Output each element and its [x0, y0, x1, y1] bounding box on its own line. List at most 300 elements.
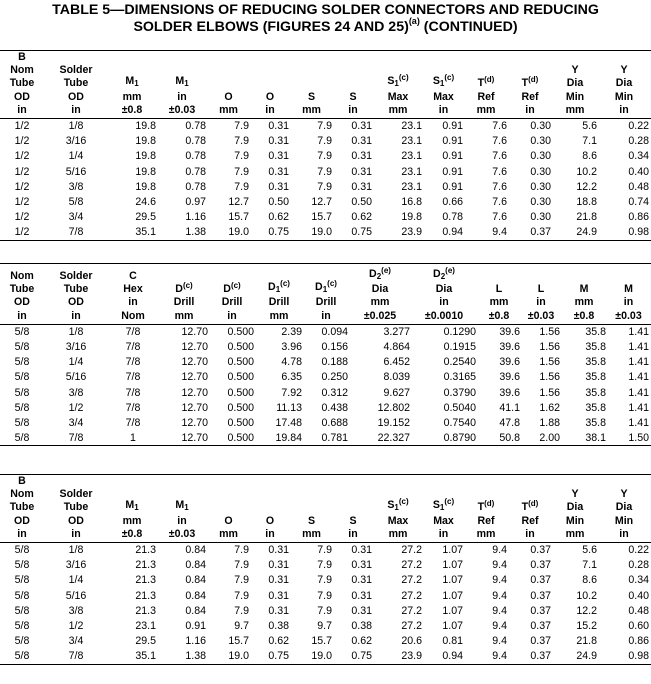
column-header-line: B — [18, 51, 26, 63]
table-cell: 3/8 — [68, 604, 84, 617]
table-cell: 15.7 — [228, 211, 249, 224]
column-header — [509, 51, 553, 119]
table-cell: 0.91 — [442, 150, 463, 163]
title-line-2 — [0, 16, 651, 36]
table-cell: 0.22 — [628, 120, 649, 133]
table-cell: 35.8 — [585, 371, 606, 384]
column-header-line: mm — [122, 90, 142, 103]
table-cell: 1.38 — [185, 226, 206, 239]
table-cell: 7.9 — [234, 120, 249, 133]
column-header-line: Tube — [9, 283, 35, 296]
table-row — [0, 558, 651, 573]
header-symbol: T — [477, 501, 485, 514]
table-cell: 12.70 — [181, 326, 208, 339]
table-row — [0, 324, 651, 339]
table-cell: 0.66 — [442, 196, 463, 209]
column-header — [108, 264, 160, 325]
table-cell: 3.277 — [383, 326, 410, 339]
table-cell: 0.50 — [268, 196, 289, 209]
table-cell: 0.75 — [268, 226, 289, 239]
table-cell: 1.56 — [539, 371, 560, 384]
header-symbol: S — [387, 499, 395, 512]
column-header — [374, 475, 424, 543]
table-cell: 0.84 — [185, 559, 206, 572]
header-symbol: D — [223, 283, 231, 296]
table-cell: 0.31 — [351, 120, 372, 133]
table-cell: 0.78 — [185, 135, 206, 148]
table-2-header-row — [0, 264, 651, 325]
table-cell: 15.7 — [311, 211, 332, 224]
table-cell: 0.31 — [268, 604, 289, 617]
table-cell: 39.6 — [499, 356, 520, 369]
table-cell: 1.56 — [539, 356, 560, 369]
table-cell: 7/8 — [125, 401, 141, 414]
column-header-line: in — [71, 309, 81, 322]
table-cell: 0.31 — [268, 165, 289, 178]
table-cell: 7.9 — [234, 180, 249, 193]
table-cell: 1.50 — [628, 431, 649, 444]
table-cell: 12.7 — [228, 196, 249, 209]
column-header — [158, 475, 208, 543]
table-cell: 9.4 — [492, 559, 507, 572]
column-header-line: mm — [489, 296, 509, 309]
table-cell: 0.28 — [628, 135, 649, 148]
header-subscript: 1 — [134, 503, 139, 513]
table-row — [0, 179, 651, 194]
column-header-line: S — [349, 514, 357, 527]
table-cell: 1.41 — [628, 356, 649, 369]
table-cell: 0.91 — [442, 135, 463, 148]
table-cell: 19.0 — [228, 226, 249, 239]
table-cell: 7/8 — [125, 341, 141, 354]
column-header-line: mm — [122, 514, 142, 527]
table-cell: 0.37 — [530, 604, 551, 617]
table-cell: 7/8 — [125, 356, 141, 369]
dimensions-table-2 — [0, 263, 651, 446]
column-header-line: Max — [433, 90, 454, 103]
header-footnote-marker: (e) — [381, 266, 391, 275]
header-symbol: S — [387, 75, 395, 88]
table-cell: 0.81 — [442, 635, 463, 648]
table-cell: 0.500 — [227, 371, 254, 384]
table-1-body — [0, 119, 651, 241]
column-header — [599, 51, 651, 119]
column-header-line: S — [307, 514, 316, 527]
header-footnote-marker: (c) — [444, 497, 455, 507]
column-header — [424, 475, 465, 543]
table-cell: 1/2 — [14, 150, 30, 163]
header-subscript: 2 — [376, 272, 382, 281]
table-cell: 0.62 — [351, 635, 372, 648]
table-cell: 0.78 — [185, 150, 206, 163]
table-cell: 0.91 — [442, 180, 463, 193]
table-cell: 0.62 — [351, 211, 372, 224]
header-symbol: D — [433, 268, 441, 280]
column-header-line: Min — [565, 90, 585, 103]
column-header — [522, 264, 562, 325]
column-header-line: mm — [574, 296, 594, 309]
column-header-line: Drill — [315, 296, 337, 309]
title-line-2-text: SOLDER ELBOWS (FIGURES 24 AND 25) — [133, 19, 409, 35]
table-cell: 5/8 — [14, 356, 30, 369]
table-cell: 0.500 — [227, 386, 254, 399]
column-header-line: Ref — [521, 514, 539, 527]
table-cell: 23.1 — [401, 150, 422, 163]
table-cell: 0.34 — [628, 150, 649, 163]
table-cell: 21.8 — [576, 635, 597, 648]
table-cell: 0.188 — [321, 356, 348, 369]
header-symbol: M — [175, 75, 185, 88]
column-header-line: OD — [14, 514, 30, 527]
table-cell: 2.00 — [539, 431, 560, 444]
table-cell: 0.37 — [530, 559, 551, 572]
table-cell: 1/2 — [14, 211, 30, 224]
header-subscript: 2 — [440, 272, 446, 281]
table-cell: 0.38 — [268, 620, 289, 633]
table-cell: 0.75 — [268, 650, 289, 663]
table-cell: 24.9 — [576, 650, 597, 663]
table-cell: 12.70 — [181, 401, 208, 414]
table-cell: 5/8 — [14, 620, 30, 633]
table-1-header — [0, 51, 651, 119]
table-cell: 7.9 — [317, 544, 332, 557]
header-subscript: 1 — [439, 503, 445, 513]
column-header-line: Dia — [371, 283, 389, 296]
table-cell: 0.31 — [268, 135, 289, 148]
column-header-line: Dia — [566, 77, 584, 90]
table-cell: 1.16 — [185, 635, 206, 648]
table-row — [0, 225, 651, 240]
column-header — [256, 264, 304, 325]
table-cell: 7.9 — [234, 544, 249, 557]
table-cell: 7.9 — [317, 120, 332, 133]
table-1-header-row — [0, 51, 651, 119]
column-header-line: mm — [476, 527, 496, 540]
header-footnote-marker: (d) — [484, 75, 495, 85]
table-cell: 0.500 — [227, 326, 254, 339]
table-cell: 0.7540 — [443, 417, 476, 430]
column-header-symbol — [210, 279, 254, 296]
table-cell: 0.31 — [268, 574, 289, 587]
column-header-line: Tube — [63, 501, 89, 514]
column-header-line: L — [537, 283, 545, 296]
table-cell: 7.9 — [234, 559, 249, 572]
table-cell: 0.500 — [227, 356, 254, 369]
table-cell: 7.9 — [234, 150, 249, 163]
table-cell: 5/8 — [14, 559, 30, 572]
table-cell: 5/8 — [14, 417, 30, 430]
column-header-line: Dia — [435, 283, 453, 296]
table-row — [0, 370, 651, 385]
table-cell: 35.1 — [135, 650, 156, 663]
table-cell: 0.94 — [442, 226, 463, 239]
table-cell: 21.3 — [135, 574, 156, 587]
table-cell: 41.1 — [499, 401, 520, 414]
column-header-line: Dia — [615, 77, 633, 90]
table-cell: 5/8 — [14, 650, 30, 663]
header-footnote-marker: (e) — [445, 266, 455, 275]
table-cell: 0.78 — [442, 211, 463, 224]
table-row — [0, 618, 651, 633]
column-header-symbol — [108, 75, 156, 90]
table-cell: 0.3790 — [443, 386, 476, 399]
table-cell: 19.8 — [135, 120, 156, 133]
table-cell: 0.78 — [185, 180, 206, 193]
table-cell: 0.31 — [351, 150, 372, 163]
table-cell: 3/4 — [68, 211, 84, 224]
table-cell: 0.1915 — [443, 341, 476, 354]
header-subscript: 1 — [134, 79, 139, 89]
table-cell: 0.8790 — [443, 431, 476, 444]
table-cell: 0.094 — [321, 326, 348, 339]
table-cell: 0.30 — [530, 150, 551, 163]
column-header — [334, 51, 374, 119]
table-cell: 6.35 — [281, 371, 302, 384]
column-header-line: ±0.8 — [121, 103, 143, 116]
table-3-body — [0, 543, 651, 665]
column-header-symbol — [158, 499, 206, 514]
table-cell: 0.31 — [351, 135, 372, 148]
table-cell: 7.6 — [492, 135, 507, 148]
table-cell: 1/4 — [68, 150, 84, 163]
header-footnote-marker: (c) — [444, 73, 455, 83]
table-cell: 1/2 — [68, 401, 84, 414]
table-cell: 5/8 — [14, 604, 30, 617]
table-cell: 0.31 — [268, 544, 289, 557]
table-cell: 19.8 — [135, 180, 156, 193]
column-header — [46, 475, 108, 543]
table-cell: 0.30 — [530, 180, 551, 193]
column-header — [478, 264, 522, 325]
table-cell: 19.8 — [135, 135, 156, 148]
table-cell: 18.8 — [576, 196, 597, 209]
table-cell: 24.9 — [576, 226, 597, 239]
table-cell: 1/4 — [68, 356, 84, 369]
table-cell: 7/8 — [68, 226, 84, 239]
table-cell: 1.41 — [628, 417, 649, 430]
table-cell: 7.9 — [234, 574, 249, 587]
table-cell: 19.8 — [135, 165, 156, 178]
table-cell: 0.31 — [268, 120, 289, 133]
column-header — [158, 51, 208, 119]
table-cell: 1/2 — [14, 165, 30, 178]
table-cell: 1.07 — [442, 620, 463, 633]
column-header-line: ±0.03 — [527, 309, 555, 322]
table-cell: 1.38 — [185, 650, 206, 663]
column-header-line: Max — [387, 514, 409, 527]
column-header-line: Solder — [59, 64, 93, 77]
header-subscript: 1 — [394, 503, 399, 513]
column-header-line: C — [129, 270, 137, 282]
table-cell: 7.9 — [317, 180, 332, 193]
column-header — [553, 51, 599, 119]
column-header — [291, 475, 334, 543]
table-cell: 0.30 — [530, 211, 551, 224]
table-cell: 12.2 — [576, 604, 597, 617]
column-header-line: in — [265, 103, 275, 116]
header-symbol: D — [268, 281, 276, 294]
header-footnote-marker: (c) — [398, 73, 409, 83]
table-cell: 0.30 — [530, 120, 551, 133]
table-cell: 0.312 — [321, 386, 348, 399]
table-cell: 21.3 — [135, 544, 156, 557]
table-cell: 5/8 — [14, 341, 30, 354]
column-header-symbol — [108, 499, 156, 514]
column-header-line: OD — [14, 90, 30, 103]
table-cell: 7.9 — [317, 604, 332, 617]
table-cell: 0.91 — [442, 120, 463, 133]
table-cell: 12.70 — [181, 371, 208, 384]
column-header-line: O — [224, 514, 233, 527]
table-cell: 7.6 — [492, 211, 507, 224]
column-header — [291, 51, 334, 119]
table-cell: 1.41 — [628, 341, 649, 354]
column-header-line: in — [17, 309, 27, 322]
column-header — [334, 475, 374, 543]
column-header-line: in — [623, 296, 634, 309]
header-symbol: M — [125, 499, 135, 512]
table-cell: 0.40 — [628, 589, 649, 602]
header-footnote-marker: (c) — [280, 279, 290, 289]
table-cell: 0.688 — [321, 417, 348, 430]
column-header-line: mm — [219, 103, 238, 116]
column-header — [108, 475, 158, 543]
column-header-line: mm — [219, 527, 238, 540]
table-cell: 0.48 — [628, 180, 649, 193]
table-cell: 20.6 — [401, 635, 422, 648]
table-cell: 7.9 — [234, 165, 249, 178]
column-header-line: Ref — [521, 90, 539, 103]
table-cell: 8.6 — [582, 574, 597, 587]
header-footnote-marker: (c) — [398, 497, 409, 507]
table-cell: 9.4 — [492, 226, 507, 239]
column-header — [465, 51, 509, 119]
table-cell: 9.4 — [492, 620, 507, 633]
header-footnote-marker: (c) — [230, 281, 241, 291]
table-2-body — [0, 324, 651, 446]
table-cell: 7/8 — [125, 371, 141, 384]
column-header — [160, 264, 210, 325]
table-cell: 24.6 — [135, 196, 156, 209]
table-cell: 0.1290 — [443, 326, 476, 339]
column-header-line: Nom — [10, 270, 34, 282]
table-cell: 7.9 — [317, 150, 332, 163]
table-cell: 12.70 — [181, 356, 208, 369]
table-cell: 7.9 — [234, 604, 249, 617]
table-cell: 11.13 — [276, 401, 302, 414]
column-header — [0, 264, 46, 325]
column-header — [509, 475, 553, 543]
table-cell: 0.156 — [321, 341, 348, 354]
header-symbol: M — [175, 499, 185, 512]
column-header — [465, 475, 509, 543]
table-cell: 27.2 — [401, 604, 422, 617]
table-cell: 0.438 — [321, 401, 348, 414]
table-cell: 0.250 — [321, 371, 348, 384]
column-header-line: mm — [476, 103, 496, 116]
table-cell: 12.70 — [181, 341, 208, 354]
table-cell: 0.37 — [530, 589, 551, 602]
column-header-line: Max — [433, 514, 454, 527]
header-symbol: S — [432, 499, 440, 512]
table-cell: 21.3 — [135, 604, 156, 617]
table-cell: 0.34 — [628, 574, 649, 587]
table-cell: 39.6 — [499, 326, 520, 339]
table-row — [0, 194, 651, 209]
column-header-line: in — [619, 527, 629, 540]
table-row — [0, 649, 651, 664]
table-row — [0, 340, 651, 355]
column-header-line: Min — [565, 514, 585, 527]
column-header-line: Solder — [59, 488, 93, 501]
column-header-line: Max — [387, 90, 409, 103]
table-cell: 5/8 — [14, 574, 30, 587]
table-cell: 3/16 — [65, 559, 87, 572]
table-cell: 7/8 — [125, 386, 141, 399]
table-row — [0, 543, 651, 558]
table-cell: 0.86 — [628, 211, 649, 224]
table-cell: 0.781 — [321, 431, 348, 444]
column-header — [424, 51, 465, 119]
table-cell: 9.7 — [234, 620, 249, 633]
table-cell: 2.39 — [281, 326, 302, 339]
table-cell: 5/8 — [14, 544, 30, 557]
table-row — [0, 355, 651, 370]
table-cell: 15.7 — [311, 635, 332, 648]
table-cell: 1.07 — [442, 574, 463, 587]
table-cell: 3.96 — [281, 341, 302, 354]
table-cell: 9.627 — [383, 386, 410, 399]
table-cell: 5/8 — [14, 401, 30, 414]
column-header-line: mm — [302, 527, 321, 540]
table-cell: 1.56 — [539, 386, 560, 399]
header-symbol: D — [175, 283, 183, 296]
column-header-line: in — [525, 103, 535, 116]
table-cell: 0.3165 — [443, 371, 476, 384]
table-cell: 1/2 — [14, 226, 30, 239]
table-cell: 0.84 — [185, 604, 206, 617]
column-header-line: Ref — [477, 90, 495, 103]
column-header-line: M — [579, 283, 589, 296]
table-cell: 5/8 — [14, 635, 30, 648]
column-header-line: Min — [614, 514, 634, 527]
table-cell: 0.31 — [268, 180, 289, 193]
table-cell: 12.802 — [377, 401, 410, 414]
header-footnote-marker: (d) — [528, 75, 539, 85]
table-cell: 23.1 — [401, 135, 422, 148]
dimensions-table-3 — [0, 474, 651, 665]
column-header-symbol — [158, 75, 206, 90]
column-header-line: in — [438, 527, 449, 540]
table-cell: 7/8 — [125, 417, 141, 430]
column-header-line: Ref — [477, 514, 495, 527]
table-cell: 0.40 — [628, 165, 649, 178]
header-subscript: 1 — [439, 79, 445, 89]
table-row — [0, 164, 651, 179]
header-subscript: 1 — [275, 285, 281, 295]
header-symbol: T — [521, 501, 529, 514]
table-cell: 35.8 — [585, 341, 606, 354]
table-cell: 0.84 — [185, 589, 206, 602]
column-header — [46, 264, 108, 325]
table-cell: 27.2 — [401, 574, 422, 587]
column-header-symbol — [509, 497, 551, 514]
table-cell: 1 — [130, 431, 136, 444]
column-header-line: Tube — [9, 77, 35, 90]
table-cell: 0.38 — [351, 620, 372, 633]
table-cell: 23.1 — [401, 180, 422, 193]
header-subscript: 1 — [184, 79, 189, 89]
